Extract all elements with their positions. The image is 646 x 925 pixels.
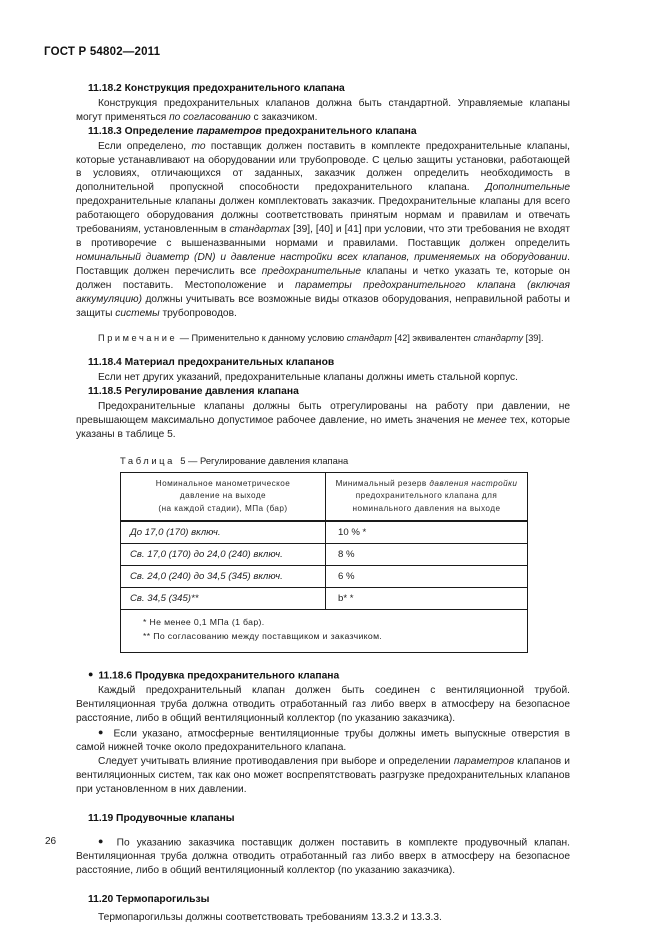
para-text: Конструкция предохранительных клапанов должна быть стандартной. Управляемые клапаны могут применяться <box>76 97 570 123</box>
paragraph-11-19 <box>76 835 570 878</box>
bullet-icon: ● <box>98 726 107 737</box>
paragraph-11-18-5 <box>76 400 570 442</box>
t1: Предохранительные клапаны должны быть отрегулированы на работу при давлении, не превышающем максимально допустимое рабочее давление, но иметь значения не <box>76 401 570 427</box>
t8: трубопроводов. <box>159 307 237 319</box>
t3: предохранительные клапаны должен комплектовать заказчик. Предохранительные клапаны для всего работающего оборудования должны соответствовать принятым нормам и правилам и отвечать требованиям, установленным в <box>76 196 570 236</box>
table-5-wrapper <box>120 472 527 653</box>
para-text-tail: с заказчиком. <box>250 111 318 123</box>
e1: то <box>191 140 206 152</box>
hdr-line-2: давление на выходе <box>179 491 267 501</box>
t7: должны учитывать все возможные виды отказов оборудования, неправильной работы и защиты <box>76 293 570 319</box>
e1: параметров <box>453 756 515 768</box>
e4: номинальный диаметр (DN) и давление настройки всех клапанов, применяемых на оборудовании <box>76 252 568 263</box>
table-row <box>121 543 528 565</box>
table-footnotes-row <box>121 609 528 652</box>
table-row <box>121 587 528 609</box>
cell-pressure-range: Св. 24,0 (240) до 34,5 (345) включ. <box>121 565 326 587</box>
page-number: 26 <box>45 836 57 847</box>
table-caption <box>76 455 570 466</box>
t2: поставщик должен поставить в комплекте предохранительные клапаны, которые устанавливают на оборудовании или трубопроводе. С целью защиты установки, работающей в условиях, отличающихся от заданных, заказчик должен определить необходимость в дополнительной пропускной способности предохранительного клапана. <box>76 140 570 194</box>
cell-pressure-range: Св. 17,0 (170) до 24,0 (240) включ. <box>121 543 326 565</box>
note-text-a: — Применительно к данному условию <box>177 332 347 343</box>
footnote-1: * Не менее 0,1 МПа (1 бар). <box>143 616 265 627</box>
t4: [39], [40] и [41] при условии, что эти требования не входят в противоречие с вышеназванными нормами и правилами. Поставщик должен определить <box>76 224 570 250</box>
para-text: Если указано, атмосферные вентиляционные трубы должны иметь выпускные отверстия в самой нижней точке около предохранительного клапана. <box>76 728 570 754</box>
t2: клапанов и вентиляционных систем, так как оно может воспрепятствовать разгрузке предохранительных клапанов при установленном в них давлении. <box>76 756 570 796</box>
e7: системы <box>115 307 160 319</box>
note-emphasis-2: стандарту <box>473 332 524 343</box>
cell-reserve-value: b* * <box>326 587 528 609</box>
hdr-line-3: (на каждой стадии), МПа (бар) <box>158 503 288 513</box>
heading-11-19: 11.19 Продувочные клапаны <box>88 812 235 824</box>
note-text-b: [42] эквивалентен <box>392 332 474 343</box>
hdr2-line-3: номинального давления на выходе <box>352 503 501 513</box>
note-paragraph <box>76 332 570 345</box>
heading-text-pre: 11.18.3 Определение <box>88 125 197 137</box>
heading-text-post: предохранительного клапана <box>261 125 417 137</box>
hdr-line-1: Номинальное манометрическое <box>155 478 291 488</box>
paragraph-11-18-4: Если нет других указаний, предохранительные клапаны должны иметь стальной корпус. <box>98 372 518 384</box>
table-body <box>121 521 528 652</box>
cell-pressure-range: До 17,0 (170) включ. <box>121 521 326 544</box>
heading-text: 11.18.6 Продувка предохранительного клапана <box>98 670 340 682</box>
e5: предохранительные <box>261 265 362 277</box>
t5: . Поставщик должен перечислить все <box>76 252 570 277</box>
hdr2-emphasis: давления настройки <box>429 478 518 488</box>
paragraph-11-18-6-2 <box>76 726 570 755</box>
hdr2-line-2: предохранительного клапана для <box>355 491 498 501</box>
heading-11-18-4: 11.18.4 Материал предохранительных клапанов <box>88 357 335 369</box>
table-header <box>121 472 528 520</box>
bullet-icon: ● <box>88 668 94 679</box>
table-header-cell-pressure <box>121 472 326 520</box>
table-footnotes <box>121 609 528 652</box>
document-body <box>76 82 570 925</box>
paragraph-11-20: Термопарогильзы должны соответствовать требованиям 13.3.2 и 13.3.3. <box>98 912 442 923</box>
heading-11-18-6 <box>88 668 570 683</box>
heading-emphasis: параметров <box>196 125 262 137</box>
cell-pressure-range: Св. 34,5 (345)** <box>121 587 326 609</box>
e2: Дополнительные <box>485 182 570 194</box>
table-caption-label: Таблица <box>120 454 175 466</box>
e1: менее <box>477 415 507 427</box>
t6: клапаны и четко указать те, которые он должен поставить. Местоположение и <box>76 265 570 291</box>
paragraph-11-18-2 <box>76 97 570 125</box>
heading-11-18-5: 11.18.5 Регулирование давления клапана <box>88 386 299 398</box>
table-caption-text: — Регулирование давления клапана <box>188 454 349 466</box>
t1: Если определено, <box>98 140 192 152</box>
e6: параметры предохранительного клапана (включая аккумуляцию) <box>76 279 570 305</box>
heading-11-18-3 <box>88 125 570 139</box>
note-emphasis-1: стандарт <box>346 332 392 343</box>
document-header: ГОСТ Р 54802—2011 <box>44 46 161 58</box>
t2: тех, которые указаны в таблице 5. <box>76 415 571 441</box>
heading-11-18-2: 11.18.2 Конструкция предохранительного клапана <box>88 83 345 94</box>
table-row <box>121 521 528 544</box>
paragraph-11-18-6-1: Каждый предохранительный клапан должен быть соединен с вентиляционной трубой. Вентиляционная труба должна отводить отработанный газ либо вверх в атмосферу на безопасное расстояние, либо в общий вентиляционный коллектор (по указанию заказчика). <box>76 685 570 724</box>
para-text: По указанию заказчика поставщик должен поставить в комплекте продувочный клапан. Вентиляционная труба должна отводить отработанный газ либо вверх в атмосферу на безопасное расстояние, либо в общий вентиляционный коллектор (по указанию заказчика). <box>76 837 570 877</box>
t1: Следует учитывать влияние противодавления при выборе и определении <box>98 756 454 768</box>
note-label: Примечание <box>98 332 178 343</box>
paragraph-11-18-6-3 <box>76 755 570 797</box>
e3: стандартах <box>229 224 291 236</box>
table-row <box>121 565 528 587</box>
hdr2-line-1a: Минимальный резерв <box>335 478 430 488</box>
cell-reserve-value: 10 % * <box>326 521 528 544</box>
table-5 <box>120 472 528 653</box>
note-text-c: [39]. <box>523 332 544 343</box>
cell-reserve-value: 6 % <box>326 565 528 587</box>
table-header-cell-reserve <box>326 472 528 520</box>
cell-reserve-value: 8 % <box>326 543 528 565</box>
table-header-row <box>121 472 528 520</box>
paragraph-11-18-3 <box>76 140 570 321</box>
para-emphasis: по согласованию <box>169 111 251 123</box>
bullet-icon: ● <box>98 835 108 846</box>
heading-11-20: 11.20 Термопарогильзы <box>88 894 210 906</box>
footnote-2: ** По согласованию между поставщиком и заказчиком. <box>143 630 383 641</box>
table-caption-number: 5 <box>180 454 186 466</box>
